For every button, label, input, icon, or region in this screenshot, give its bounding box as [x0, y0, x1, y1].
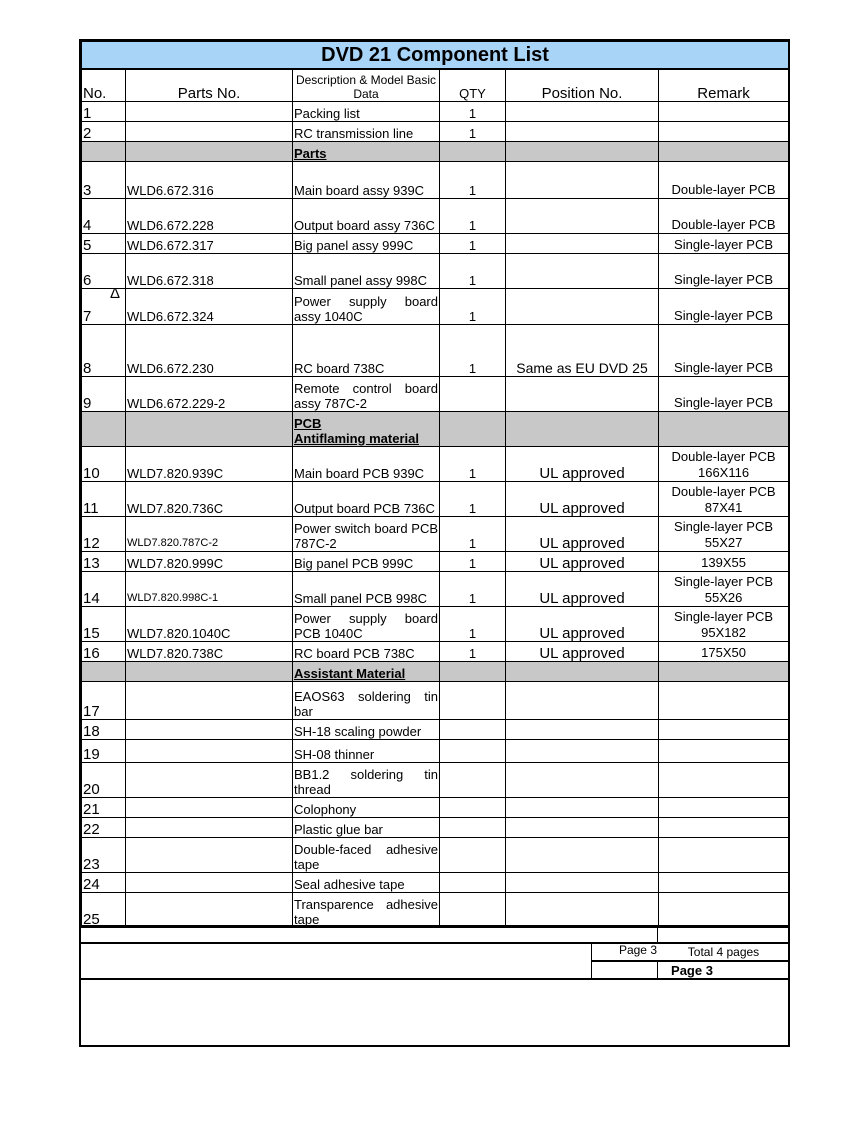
footer-cell-line	[657, 960, 658, 978]
cell-position: UL approved	[506, 551, 659, 571]
table-row	[82, 817, 789, 837]
cell-qty: 1	[440, 571, 506, 606]
cell-remark	[659, 762, 789, 797]
header-description: Description & Model Basic Data	[293, 69, 440, 101]
cell-description: Big panel assy 999C	[293, 233, 440, 253]
cell-position	[506, 872, 659, 892]
cell-remark	[659, 571, 789, 606]
cell-remark	[659, 872, 789, 892]
cell-remark	[659, 551, 789, 571]
cell-description: RC board PCB 738C	[293, 641, 440, 661]
cell-remark	[659, 141, 789, 161]
cell-qty: 1	[440, 101, 506, 121]
cell-no: 16	[82, 641, 126, 661]
cell-parts-no: WLD6.672.229-2	[126, 376, 293, 411]
cell-qty	[440, 681, 506, 719]
footer-line	[81, 942, 788, 944]
cell-parts-no	[126, 141, 293, 161]
cell-description: BB1.2 soldering tin thread	[293, 762, 440, 797]
cell-no: 15	[82, 606, 126, 641]
document-title: DVD 21 Component List	[82, 42, 789, 70]
cell-remark	[659, 446, 789, 481]
cell-remark	[659, 253, 789, 288]
cell-description: Main board assy 939C	[293, 161, 440, 198]
cell-qty: 1	[440, 551, 506, 571]
table-row	[82, 288, 789, 324]
header-qty: QTY	[440, 69, 506, 101]
cell-description: Output board PCB 736C	[293, 481, 440, 516]
cell-qty: 1	[440, 121, 506, 141]
section-title	[293, 411, 440, 446]
section-label: Assistant Material	[294, 665, 406, 681]
section-sublabel: Antiflaming material	[294, 430, 419, 446]
cell-qty	[440, 719, 506, 739]
remark-line: Double-layer PCB	[671, 181, 776, 197]
table-row	[82, 253, 789, 288]
cell-qty	[440, 661, 506, 681]
table-row	[82, 233, 789, 253]
cell-no	[82, 411, 126, 446]
cell-remark	[659, 892, 789, 927]
cell-remark	[659, 641, 789, 661]
cell-no: 9	[82, 376, 126, 411]
cell-description: Packing list	[293, 101, 440, 121]
remark-line: Single-layer PCB	[674, 573, 774, 589]
table-row	[82, 797, 789, 817]
cell-no: 17	[82, 681, 126, 719]
footer-mid-line	[591, 960, 788, 962]
cell-position	[506, 739, 659, 762]
cell-no: 20	[82, 762, 126, 797]
cell-parts-no	[126, 661, 293, 681]
cell-qty	[440, 817, 506, 837]
cell-description: RC board 738C	[293, 324, 440, 376]
cell-position	[506, 161, 659, 198]
table-row	[82, 837, 789, 872]
page-number-bold: Page 3	[671, 963, 713, 978]
cell-no: 19	[82, 739, 126, 762]
cell-parts-no	[126, 797, 293, 817]
cell-qty	[440, 892, 506, 927]
cell-parts-no: WLD7.820.787C-2	[126, 516, 293, 551]
remark-line: Double-layer PCB	[671, 483, 776, 499]
footer-bottom-line	[81, 978, 788, 980]
cell-no	[82, 661, 126, 681]
cell-no: 2	[82, 121, 126, 141]
section-row	[82, 411, 789, 446]
cell-position	[506, 817, 659, 837]
cell-description: Plastic glue bar	[293, 817, 440, 837]
cell-no: 12	[82, 516, 126, 551]
cell-description: Power supply board PCB 1040C	[293, 606, 440, 641]
section-title	[293, 141, 440, 161]
cell-no: 18	[82, 719, 126, 739]
cell-parts-no: WLD6.672.317	[126, 233, 293, 253]
footer-divider	[81, 925, 788, 927]
remark-line: Single-layer PCB	[674, 307, 774, 323]
cell-qty: 1	[440, 606, 506, 641]
cell-description: Small panel PCB 998C	[293, 571, 440, 606]
cell-parts-no: WLD6.672.318	[126, 253, 293, 288]
cell-qty	[440, 797, 506, 817]
cell-parts-no	[126, 121, 293, 141]
cell-qty	[440, 762, 506, 797]
table-row	[82, 872, 789, 892]
remark-line: Single-layer PCB	[674, 359, 774, 375]
section-label: PCB	[294, 415, 322, 431]
cell-position	[506, 762, 659, 797]
cell-parts-no	[126, 739, 293, 762]
cell-description: Small panel assy 998C	[293, 253, 440, 288]
cell-parts-no: WLD6.672.230	[126, 324, 293, 376]
cell-parts-no: WLD7.820.736C	[126, 481, 293, 516]
cell-position	[506, 661, 659, 681]
remark-dimensions: 166X116	[697, 464, 750, 480]
cell-description: Remote control board assy 787C-2	[293, 376, 440, 411]
cell-qty: 1	[440, 446, 506, 481]
header-position: Position No.	[506, 69, 659, 101]
header-no: No.	[82, 69, 126, 101]
cell-parts-no: WLD6.672.316	[126, 161, 293, 198]
cell-no: 25	[82, 892, 126, 927]
cell-remark	[659, 411, 789, 446]
cell-remark	[659, 681, 789, 719]
cell-position: UL approved	[506, 446, 659, 481]
cell-parts-no: WLD7.820.999C	[126, 551, 293, 571]
cell-description: RC transmission line	[293, 121, 440, 141]
cell-qty	[440, 141, 506, 161]
table-row	[82, 446, 789, 481]
table-row	[82, 892, 789, 927]
section-row	[82, 141, 789, 161]
remark-line: Single-layer PCB	[674, 518, 774, 534]
cell-no: 6	[82, 253, 126, 288]
cell-qty	[440, 411, 506, 446]
cell-no: 13	[82, 551, 126, 571]
cell-description: Output board assy 736C	[293, 198, 440, 233]
table-row	[82, 606, 789, 641]
cell-remark	[659, 101, 789, 121]
cell-remark	[659, 837, 789, 872]
cell-no: 22	[82, 817, 126, 837]
cell-remark	[659, 606, 789, 641]
remark-dimensions: 55X26	[704, 589, 743, 605]
header-parts-no: Parts No.	[126, 69, 293, 101]
cell-parts-no: WLD6.672.324	[126, 288, 293, 324]
section-label: Parts	[294, 145, 327, 161]
section-row	[82, 661, 789, 681]
table-row	[82, 571, 789, 606]
cell-parts-no	[126, 872, 293, 892]
table-row	[82, 376, 789, 411]
remark-line: Single-layer PCB	[674, 271, 774, 287]
cell-description: Double-faced adhesive tape	[293, 837, 440, 872]
remark-line: 175X50	[701, 644, 746, 660]
cell-parts-no	[126, 837, 293, 872]
cell-position	[506, 681, 659, 719]
cell-qty: 1	[440, 161, 506, 198]
cell-position	[506, 198, 659, 233]
cell-remark	[659, 161, 789, 198]
cell-parts-no: WLD7.820.998C-1	[126, 571, 293, 606]
cell-no	[82, 141, 126, 161]
table-row	[82, 739, 789, 762]
cell-qty	[440, 837, 506, 872]
cell-parts-no: WLD7.820.1040C	[126, 606, 293, 641]
table-row	[82, 324, 789, 376]
remark-line: Single-layer PCB	[674, 608, 774, 624]
cell-qty: 1	[440, 324, 506, 376]
table-row	[82, 762, 789, 797]
cell-qty	[440, 376, 506, 411]
cell-remark	[659, 376, 789, 411]
cell-parts-no	[126, 817, 293, 837]
cell-position	[506, 719, 659, 739]
table-row	[82, 481, 789, 516]
cell-parts-no	[126, 411, 293, 446]
remark-line: Double-layer PCB	[671, 216, 776, 232]
cell-no: 3	[82, 161, 126, 198]
cell-position	[506, 411, 659, 446]
cell-position	[506, 892, 659, 927]
section-title	[293, 661, 440, 681]
cell-position	[506, 121, 659, 141]
cell-position: UL approved	[506, 516, 659, 551]
cell-description: SH-08 thinner	[293, 739, 440, 762]
cell-no: 8	[82, 324, 126, 376]
header-remark: Remark	[659, 69, 789, 101]
footer-tick-line	[657, 925, 658, 943]
cell-position: UL approved	[506, 481, 659, 516]
cell-remark	[659, 719, 789, 739]
cell-no: 7	[82, 288, 126, 324]
cell-qty: 1	[440, 641, 506, 661]
cell-description: EAOS63 soldering tin bar	[293, 681, 440, 719]
cell-position	[506, 253, 659, 288]
cell-parts-no	[126, 762, 293, 797]
remark-dimensions: 55X27	[704, 534, 743, 550]
cell-description: Colophony	[293, 797, 440, 817]
cell-description: Big panel PCB 999C	[293, 551, 440, 571]
cell-qty: 1	[440, 253, 506, 288]
cell-position	[506, 141, 659, 161]
cell-qty: 1	[440, 288, 506, 324]
table-row	[82, 719, 789, 739]
cell-parts-no: WLD7.820.939C	[126, 446, 293, 481]
cell-description: Seal adhesive tape	[293, 872, 440, 892]
table-row	[82, 198, 789, 233]
table-row	[82, 641, 789, 661]
cell-remark	[659, 233, 789, 253]
cell-remark	[659, 198, 789, 233]
remark-line: 139X55	[701, 554, 746, 570]
cell-parts-no	[126, 892, 293, 927]
remark-dimensions: 87X41	[704, 499, 743, 515]
remark-line: Double-layer PCB	[671, 448, 776, 464]
cell-position: UL approved	[506, 606, 659, 641]
cell-no: 11	[82, 481, 126, 516]
cell-no: 21	[82, 797, 126, 817]
cell-parts-no	[126, 101, 293, 121]
cell-qty	[440, 872, 506, 892]
cell-position	[506, 233, 659, 253]
cell-remark	[659, 288, 789, 324]
cell-parts-no	[126, 719, 293, 739]
cell-qty: 1	[440, 481, 506, 516]
table-row	[82, 161, 789, 198]
cell-no: 10	[82, 446, 126, 481]
component-list-sheet	[79, 39, 790, 1047]
remark-dimensions: 95X182	[701, 624, 746, 640]
cell-description: Power switch board PCB 787C-2	[293, 516, 440, 551]
cell-no: 4	[82, 198, 126, 233]
cell-remark	[659, 481, 789, 516]
cell-remark	[659, 516, 789, 551]
cell-description: Power supply board assy 1040C	[293, 288, 440, 324]
cell-description: Main board PCB 939C	[293, 446, 440, 481]
cell-remark	[659, 121, 789, 141]
cell-parts-no: WLD7.820.738C	[126, 641, 293, 661]
table-row	[82, 121, 789, 141]
cell-position: Same as EU DVD 25	[506, 324, 659, 376]
cell-position	[506, 101, 659, 121]
cell-remark	[659, 797, 789, 817]
cell-no: 23	[82, 837, 126, 872]
cell-position	[506, 797, 659, 817]
page-label: Page 3	[618, 943, 657, 957]
cell-no: 14	[82, 571, 126, 606]
cell-qty: 1	[440, 233, 506, 253]
cell-parts-no	[126, 681, 293, 719]
cell-parts-no: WLD6.672.228	[126, 198, 293, 233]
cell-position: UL approved	[506, 571, 659, 606]
cell-description: Transparence adhesive tape	[293, 892, 440, 927]
revision-triangle-marker: Δ	[110, 285, 121, 302]
cell-remark	[659, 324, 789, 376]
cell-qty	[440, 739, 506, 762]
remark-line: Single-layer PCB	[674, 394, 774, 410]
cell-position	[506, 837, 659, 872]
component-table	[81, 41, 789, 928]
cell-no: 24	[82, 872, 126, 892]
cell-remark	[659, 817, 789, 837]
cell-remark	[659, 661, 789, 681]
cell-position: UL approved	[506, 641, 659, 661]
cell-qty: 1	[440, 516, 506, 551]
table-row	[82, 101, 789, 121]
cell-qty: 1	[440, 198, 506, 233]
total-pages: Total 4 pages	[687, 945, 760, 959]
cell-no: 5	[82, 233, 126, 253]
table-row	[82, 681, 789, 719]
table-row	[82, 516, 789, 551]
table-row	[82, 551, 789, 571]
cell-no: 1	[82, 101, 126, 121]
cell-remark	[659, 739, 789, 762]
remark-line: Single-layer PCB	[674, 236, 774, 252]
cell-description: SH-18 scaling powder	[293, 719, 440, 739]
cell-position	[506, 288, 659, 324]
cell-position	[506, 376, 659, 411]
